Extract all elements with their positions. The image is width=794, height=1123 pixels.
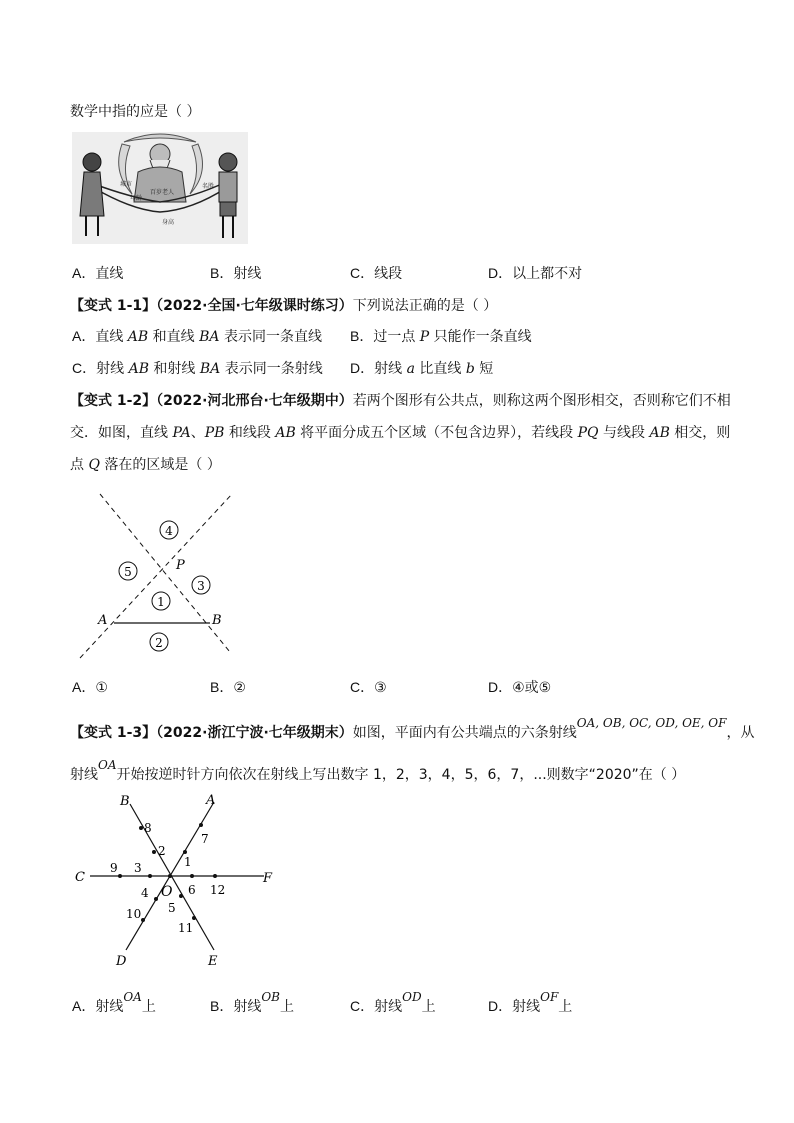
ray-label-f: F [263,871,273,886]
v12-stem-line1: 【变式 1-2】（2022·河北邢台·七年级期中）若两个图形有公共点，则称这两个图形相交，否则称它们不相 [70,393,731,409]
num-10: 10 [126,907,142,921]
region-2 [150,633,168,651]
num-6: 6 [188,883,196,897]
num-3: 3 [134,861,142,875]
svg-text:5: 5 [124,565,132,579]
v11-stem-line [70,295,497,315]
v13-figure [70,790,290,970]
ray-label-e: E [208,954,218,969]
v13-option-d[interactable]: D．射线OF上 [488,990,573,1015]
q1-img-label-age: 年龄 [130,195,143,202]
svg-text:3: 3 [197,579,205,593]
num-2: 2 [158,844,166,858]
v13-tag: 【变式 1-3】 [70,725,157,741]
v12-option-c[interactable]: C．③ [350,679,387,696]
q1-option-c[interactable]: C．线段 [350,265,403,282]
num-11: 11 [178,921,194,935]
ray-label-b: B [120,794,130,809]
label-p: P [176,558,185,573]
q1-stem: 数学中指的应是（ ） [70,104,201,120]
q1-option-d[interactable]: D．以上都不对 [488,265,583,282]
q1-option-b[interactable]: B．射线 [210,265,262,282]
v11-option-d[interactable]: D．射线 a 比直线 b 短 [350,360,494,377]
num-9: 9 [110,861,118,875]
v12-source: （2022·河北邢台·七年级期中） [156,393,353,409]
v12-option-b[interactable]: B．② [210,679,246,696]
v13-stem-line1: 【变式 1-3】（2022·浙江宁波·七年级期末）如图，平面内有公共端点的六条射线OA, OB, OC, OD, OE, OF，从 [70,716,755,741]
region-1 [152,592,170,610]
q1-img-label-city: 城市 [120,181,133,188]
svg-text:2: 2 [155,636,163,650]
svg-text:4: 4 [165,524,173,538]
v11-option-b[interactable]: B．过一点 P 只能作一条直线 [350,328,532,345]
v11-stem: 下列说法正确的是（ ） [352,298,498,314]
center-label-o: O [161,884,173,900]
q1-illustration [72,132,248,244]
v12-stem-line2: 交．如图，直线 PA、PB 和线段 AB 将平面分成五个区域（不包含边界），若线段 PQ 与线段 AB 相交，则 [70,425,731,441]
region-5 [119,562,137,580]
v13-source: （2022·浙江宁波·七年级期末） [156,725,353,741]
v12-option-d[interactable]: D．④或⑤ [488,679,552,696]
v13-stem-line2: 射线OA开始按逆时针方向依次在射线上写出数字 1，2，3，4，5，6，7，...则数字“2020”在（ ） [70,758,686,783]
ray-label-c: C [75,870,85,885]
v11-option-c[interactable]: C．射线 AB 和射线 BA 表示同一条射线 [72,360,323,377]
v11-source: （2022·全国·七年级课时练习） [156,298,353,314]
q1-img-label-elder: 百岁老人 [150,189,175,196]
v13-option-c[interactable]: C．射线OD上 [350,990,436,1015]
region-4 [160,521,178,539]
v13-option-a[interactable]: A．射线OA上 [72,990,156,1015]
q1-img-label-height: 身高 [162,219,175,226]
v11-tag: 【变式 1-1】 [70,298,157,314]
v12-option-a[interactable]: A．① [72,679,108,696]
region-3 [192,576,210,594]
num-1: 1 [184,855,192,869]
num-12: 12 [210,883,226,897]
num-8: 8 [144,821,152,835]
svg-text:1: 1 [157,595,165,609]
v13-rays: OA, OB, OC, OD, OE, OF [576,716,727,730]
num-7: 7 [201,832,209,846]
v11-option-a[interactable]: A．直线 AB 和直线 BA 表示同一条直线 [72,328,322,345]
q1-img-label-scenic: 名胜 [202,183,215,190]
ray-label-a: A [206,793,216,808]
num-5: 5 [168,901,176,915]
v12-stem-line3: 点 Q 落在的区域是（ ） [70,457,221,473]
ray-label-d: D [116,954,127,969]
v12-tag: 【变式 1-2】 [70,393,157,409]
label-b: B [212,613,222,628]
label-a: A [98,613,108,628]
v12-figure [70,488,250,664]
q1-option-a[interactable]: A．直线 [72,265,124,282]
v13-option-b[interactable]: B．射线OB上 [210,990,294,1015]
num-4: 4 [141,886,149,900]
